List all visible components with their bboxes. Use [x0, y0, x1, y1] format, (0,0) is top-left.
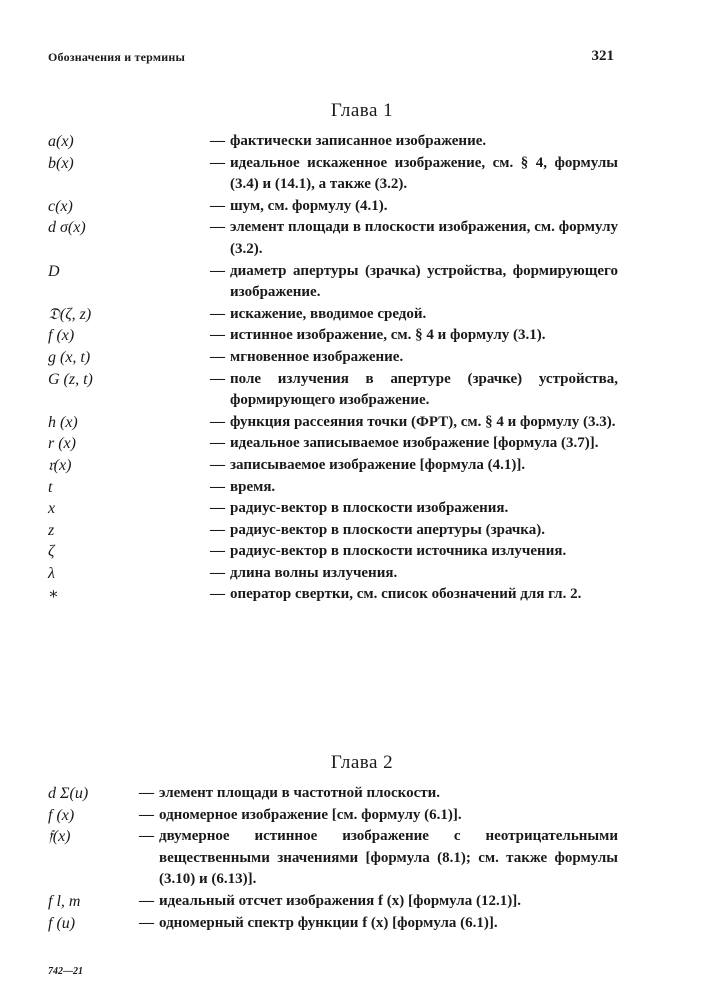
- list-item: [48, 347, 618, 369]
- symbol: f (x): [48, 327, 75, 345]
- symbol: 𝔯(x): [48, 456, 72, 474]
- running-title: Обозначения и термины: [48, 50, 186, 64]
- list-item: [48, 584, 618, 606]
- symbol: f l, m: [48, 892, 81, 910]
- definition: элемент площади в плоскости изображения, см. формулу (3.2).: [230, 219, 618, 257]
- dash: —: [210, 478, 225, 495]
- dash: —: [210, 456, 225, 473]
- chapter-1-title: Глава 1: [330, 100, 394, 121]
- list-item: [48, 826, 618, 891]
- dash: —: [139, 785, 154, 801]
- symbol: d Σ(u): [48, 785, 89, 802]
- definition: поле излучения в апертуре (зрачке) устройства, формирующего изображение.: [230, 370, 618, 409]
- symbol: f (x): [48, 806, 75, 824]
- list-item: [48, 131, 618, 153]
- list-item: [48, 261, 618, 304]
- definition: идеальное записываемое изображение [формула (3.7)].: [230, 435, 599, 452]
- definition: одномерный спектр функции f (x) [формула (6.1)].: [159, 914, 498, 931]
- list-item: [48, 455, 618, 477]
- list-item: [48, 805, 618, 827]
- definition: функция рассеяния точки (ФРТ), см. § 4 и формулу (3.3).: [230, 413, 616, 430]
- dash: —: [210, 413, 225, 430]
- page-number: 321: [591, 48, 614, 64]
- dash: —: [210, 305, 225, 322]
- chapter-2-title: Глава 2: [330, 752, 394, 773]
- list-item: [48, 498, 618, 520]
- symbol: G (z, t): [48, 370, 93, 388]
- list-item: [48, 412, 618, 434]
- symbol: 𝔇(ζ, z): [48, 305, 92, 323]
- list-item: [48, 196, 618, 218]
- dash: —: [139, 892, 154, 909]
- dash: —: [210, 348, 225, 365]
- definition: мгновенное изображение.: [230, 348, 404, 365]
- symbol: d σ(x): [48, 219, 86, 237]
- definition: идеальный отсчет изображения f (x) [формула (12.1)].: [159, 892, 521, 909]
- list-item: [48, 304, 618, 326]
- definition: радиус-вектор в плоскости изображения.: [230, 500, 509, 517]
- symbol: g (x, t): [48, 348, 91, 366]
- symbol: a(x): [48, 133, 74, 150]
- symbol: 𝔣(x): [48, 828, 71, 846]
- symbol: c(x): [48, 197, 73, 215]
- list-item: [48, 477, 618, 499]
- dash: —: [210, 543, 225, 560]
- dash: —: [210, 500, 225, 517]
- list-item: [48, 541, 618, 563]
- definition: фактически записанное изображение.: [230, 133, 487, 149]
- list-item: [48, 891, 618, 913]
- definition: искажение, вводимое средой.: [230, 305, 427, 322]
- dash: —: [139, 914, 154, 931]
- symbol: ζ: [48, 543, 55, 561]
- dash: —: [210, 370, 225, 387]
- dash: —: [210, 327, 225, 344]
- printer-signature: 742—21: [48, 966, 83, 977]
- dash: —: [210, 197, 225, 214]
- symbol: z: [48, 521, 55, 539]
- dash: —: [139, 828, 154, 845]
- list-item: [48, 153, 618, 196]
- symbol: λ: [48, 564, 55, 582]
- definition: радиус-вектор в плоскости источника излучения.: [230, 543, 567, 560]
- page-header: [48, 50, 614, 70]
- definition: длина волны излучения.: [230, 564, 398, 581]
- symbol: D: [48, 262, 60, 280]
- chapter-1-entries: [48, 131, 618, 606]
- definition: радиус-вектор в плоскости апертуры (зрачка).: [230, 521, 545, 538]
- dash: —: [139, 806, 154, 823]
- definition: одномерное изображение [см. формулу (6.1)].: [159, 806, 462, 823]
- list-item: [48, 433, 618, 455]
- symbol: r (x): [48, 435, 76, 453]
- definition: истинное изображение, см. § 4 и формулу (3.1).: [230, 327, 546, 344]
- dash: —: [210, 133, 225, 149]
- symbol: h (x): [48, 413, 78, 431]
- symbol: x: [48, 500, 56, 518]
- list-item: [48, 325, 618, 347]
- symbol: f (u): [48, 914, 76, 932]
- definition: диаметр апертуры (зрачка) устройства, формирующего изображение.: [230, 262, 618, 301]
- dash: —: [210, 262, 225, 279]
- list-item: [48, 913, 618, 935]
- definition: время.: [230, 478, 276, 495]
- symbol: t: [48, 478, 53, 496]
- dash: —: [210, 154, 225, 171]
- list-item: [48, 783, 618, 805]
- definition: оператор свертки, см. список обозначений для гл. 2.: [230, 586, 582, 603]
- definition: записываемое изображение [формула (4.1)].: [230, 456, 526, 473]
- definition: идеальное искаженное изображение, см. § 4, формулы (3.4) и (14.1), а также (3.2).: [230, 154, 618, 193]
- list-item: [48, 369, 618, 412]
- symbol: b(x): [48, 154, 74, 172]
- list-item: [48, 563, 618, 585]
- list-item: [48, 217, 618, 260]
- dash: —: [210, 521, 225, 538]
- definition: двумерное истинное изображение с неотрицательными вещественными значениями [формула (8.1); см. также формулы (3.10) и (6.13)].: [159, 828, 618, 888]
- dash: —: [210, 435, 225, 452]
- dash: —: [210, 219, 225, 236]
- dash: —: [210, 586, 225, 603]
- symbol: ∗: [48, 586, 59, 604]
- definition: элемент площади в частотной плоскости.: [159, 785, 441, 801]
- chapter-2-entries: [48, 783, 618, 934]
- definition: шум, см. формулу (4.1).: [230, 197, 388, 214]
- list-item: [48, 520, 618, 542]
- dash: —: [210, 564, 225, 581]
